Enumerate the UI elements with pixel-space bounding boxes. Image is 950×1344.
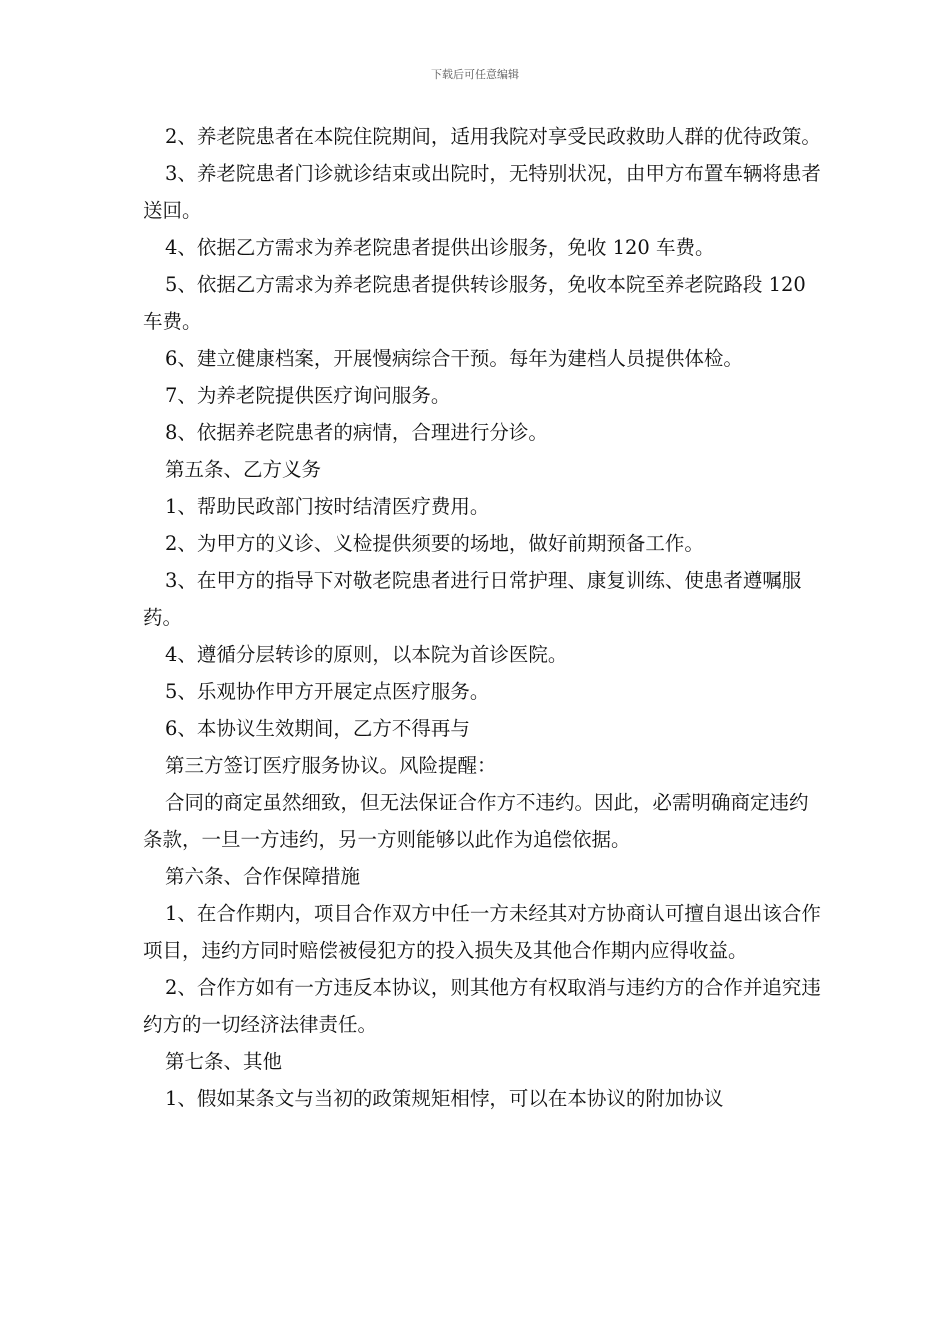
paragraph: 5、依据乙方需求为养老院患者提供转诊服务，免收本院至养老院路段 120 车费。 bbox=[143, 273, 806, 333]
risk-note-paragraph: 合同的商定虽然细致，但无法保证合作方不违约。因此，必需明确商定违约条款，一旦一方违约，另一方则能够以此作为追偿依据。 bbox=[143, 791, 809, 851]
paragraph: 2、养老院患者在本院住院期间，适用我院对享受民政救助人群的优待政策。 bbox=[165, 125, 821, 148]
document-body bbox=[143, 118, 823, 1117]
section-heading: 第七条、其他 bbox=[165, 1050, 283, 1073]
paragraph: 4、遵循分层转诊的原则，以本院为首诊医院。 bbox=[165, 643, 568, 666]
page-header: 下载后可任意编辑 bbox=[431, 68, 519, 81]
paragraph: 1、帮助民政部门按时结清医疗费用。 bbox=[165, 495, 490, 518]
paragraph: 2、合作方如有一方违反本协议，则其他方有权取消与违约方的合作并追究违约方的一切经济法律责任。 bbox=[143, 976, 821, 1036]
paragraph: 3、在甲方的指导下对敬老院患者进行日常护理、康复训练、使患者遵嘱服药。 bbox=[143, 569, 802, 629]
paragraph: 8、依据养老院患者的病情，合理进行分诊。 bbox=[165, 421, 548, 444]
paragraph: 7、为养老院提供医疗询问服务。 bbox=[165, 384, 451, 407]
paragraph: 6、建立健康档案，开展慢病综合干预。每年为建档人员提供体检。 bbox=[165, 347, 743, 370]
section-heading: 第六条、合作保障措施 bbox=[165, 865, 361, 888]
paragraph: 第三方签订医疗服务协议。风险提醒： bbox=[165, 754, 497, 777]
paragraph: 3、养老院患者门诊就诊结束或出院时，无特别状况，由甲方布置车辆将患者送回。 bbox=[143, 162, 821, 222]
section-heading: 第五条、乙方义务 bbox=[165, 458, 322, 481]
paragraph: 6、本协议生效期间，乙方不得再与 bbox=[165, 717, 470, 740]
paragraph: 1、假如某条文与当初的政策规矩相悖，可以在本协议的附加协议 bbox=[165, 1087, 724, 1110]
paragraph: 2、为甲方的义诊、义检提供须要的场地，做好前期预备工作。 bbox=[165, 532, 704, 555]
paragraph: 4、依据乙方需求为养老院患者提供出诊服务，免收 120 车费。 bbox=[165, 236, 715, 259]
paragraph: 1、在合作期内，项目合作双方中任一方未经其对方协商认可擅自退出该合作项目，违约方同时赔偿被侵犯方的投入损失及其他合作期内应得收益。 bbox=[143, 902, 821, 962]
paragraph: 5、乐观协作甲方开展定点医疗服务。 bbox=[165, 680, 490, 703]
